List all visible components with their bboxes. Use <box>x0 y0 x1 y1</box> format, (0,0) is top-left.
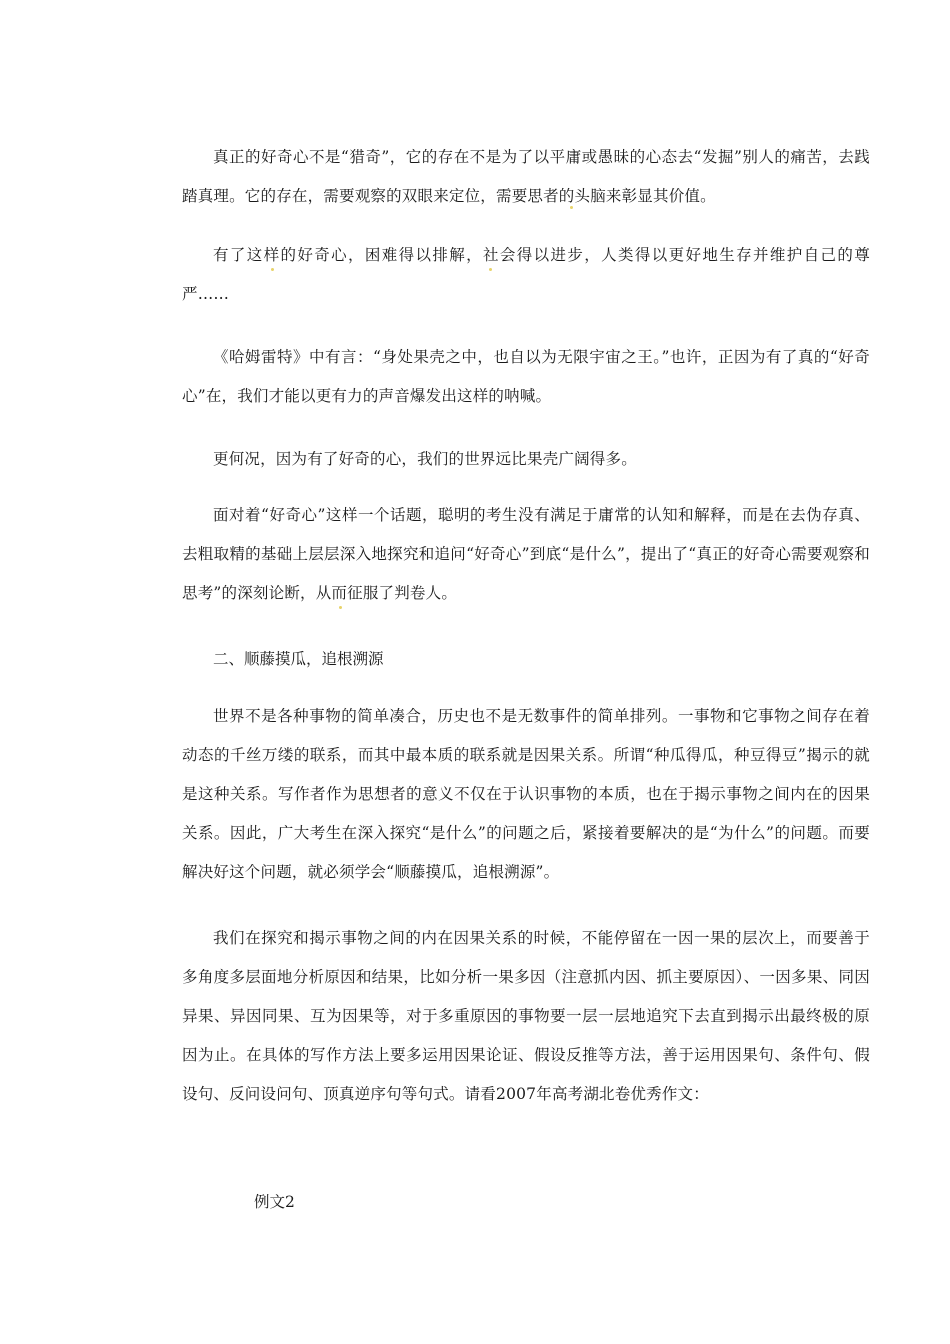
scan-speck-mark <box>339 606 342 609</box>
scan-speck-mark <box>271 268 274 271</box>
paragraph-commentary: 面对着“好奇心”这样一个话题，聪明的考生没有满足于庸常的认知和解释，而是在去伪存真、去粗取精的基础上层层深入地探究和追问“好奇心”到底“是什么”，提出了“真正的好奇心需要观察和思考”的深刻论断，从而征服了判卷人。 <box>182 506 870 602</box>
paragraph-curiosity-benefits: 有了这样的好奇心，困难得以排解，社会得以进步，人类得以更好地生存并维护自己的尊严…… <box>182 246 870 303</box>
paragraph-world-wider: 更何况，因为有了好奇的心，我们的世界远比果壳广阔得多。 <box>213 450 637 468</box>
paragraph-curiosity-definition: 真正的好奇心不是“猎奇”，它的存在不是为了以平庸或愚昧的心态去“发掘”别人的痛苦，去践踏真理。它的存在，需要观察的双眼来定位，需要思者的头脑来彰显其价值。 <box>182 148 870 205</box>
scan-speck-mark <box>570 206 573 209</box>
paragraph-causality: 世界不是各种事物的简单凑合，历史也不是无数事件的简单排列。一事物和它事物之间存在着动态的千丝万缕的联系，而其中最本质的联系就是因果关系。所谓“种瓜得瓜，种豆得豆”揭示的就是这种关系。写作者作为思想者的意义不仅在于认识事物的本质，也在于揭示事物之间内在的因果关系。因此，广大考生在深入探究“是什么”的问题之后，紧接着要解决的是“为什么”的问题。而要解决好这个问题，就必须学会“顺藤摸瓜，追根溯源”。 <box>182 707 870 881</box>
section-heading: 二、顺藤摸瓜，追根溯源 <box>213 650 384 668</box>
paragraph-analysis-method: 我们在探究和揭示事物之间的内在因果关系的时候，不能停留在一因一果的层次上，而要善于多角度多层面地分析原因和结果，比如分析一果多因（注意抓内因、抓主要原因）、一因多果、同因异果、异因同果、互为因果等，对于多重原因的事物要一层一层地追究下去直到揭示出最终极的原因为止。在具体的写作方法上要多运用因果论证、假设反推等方法，善于运用因果句、条件句、假设句、反问设问句、顶真逆序句等句式。请看2007年高考湖北卷优秀作文： <box>182 929 870 1103</box>
scan-speck-mark <box>489 268 492 271</box>
paragraph-hamlet-quote: 《哈姆雷特》中有言：“身处果壳之中，也自以为无限宇宙之王。”也许，正因为有了真的“好奇心”在，我们才能以更有力的声音爆发出这样的呐喊。 <box>182 348 870 405</box>
example-label: 例文2 <box>254 1193 295 1211</box>
